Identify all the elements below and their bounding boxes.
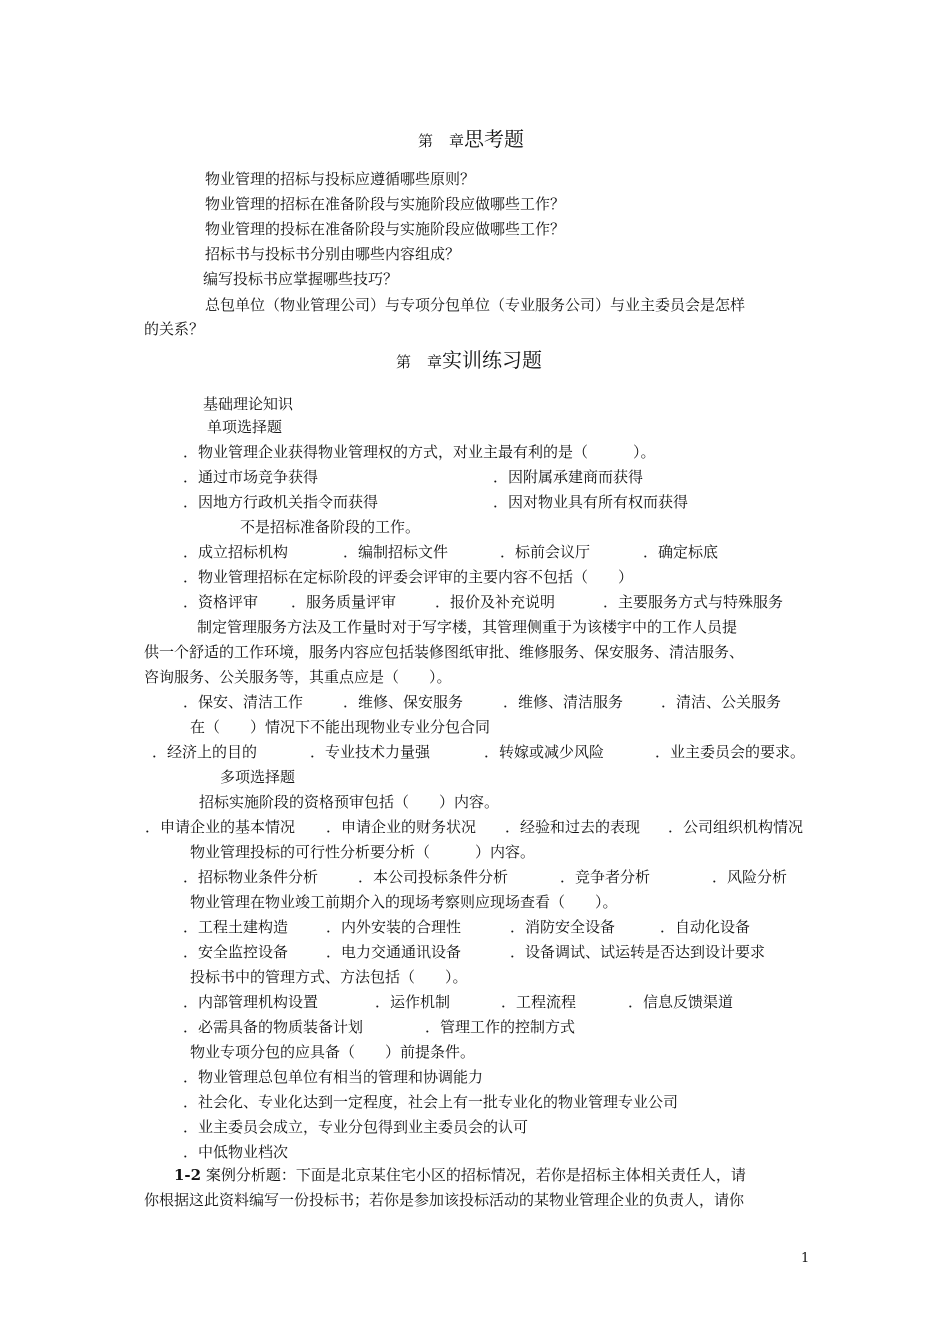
m5-option-b: ．社会化、专业化达到一定程度，社会上有一批专业化的物业管理专业公司	[183, 1093, 679, 1111]
s4-option-a: ．保安、清洁工作	[183, 693, 304, 711]
s3-option-a: ．资格评审	[183, 593, 259, 611]
chapter-heading-1	[418, 126, 524, 154]
s5-option-a: ．经济上的目的	[152, 743, 258, 761]
heading-1-di: 第	[418, 132, 434, 150]
s5-option-d: ．业主委员会的要求。	[655, 743, 806, 761]
m3-option-f: ．电力交通通讯设备	[326, 943, 462, 961]
m4-option-c: ．工程流程	[501, 993, 577, 1011]
m2-stem: 物业管理投标的可行性分析要分析（ ）内容。	[190, 843, 536, 861]
question-1: 物业管理的招标与投标应遵循哪些原则？	[205, 170, 476, 188]
section-single-choice: 单项选择题	[207, 418, 283, 436]
s5-option-c: ．转嫁或减少风险	[484, 743, 605, 761]
s1-option-a: ．通过市场竞争获得	[183, 468, 319, 486]
case-number: 1-2	[174, 1166, 202, 1184]
m2-option-a: ．招标物业条件分析	[183, 868, 319, 886]
m3-option-c: ．消防安全设备	[510, 918, 616, 936]
s5-stem: 在（ ）情况下不能出现物业专业分包合同	[190, 718, 491, 736]
chapter-heading-2	[396, 347, 542, 375]
m1-option-b: ．申请企业的财务状况	[326, 818, 477, 836]
s1-option-d: ．因对物业具有所有权而获得	[493, 493, 689, 511]
m4-option-b: ．运作机制	[375, 993, 451, 1011]
page-number: 1	[801, 1251, 810, 1266]
s3-option-d: ．主要服务方式与特殊服务	[603, 593, 784, 611]
s2-option-c: ．标前会议厅	[500, 543, 591, 561]
s1-option-b: ．因附属承建商而获得	[493, 468, 644, 486]
m1-option-c: ．经验和过去的表现	[505, 818, 641, 836]
s4-option-b: ．维修、保安服务	[343, 693, 464, 711]
m4-option-f: ．管理工作的控制方式	[425, 1018, 576, 1036]
m4-stem: 投标书中的管理方式、方法包括（ ）。	[190, 968, 468, 986]
heading-1-title: 思考题	[464, 127, 525, 151]
m5-stem: 物业专项分包的应具备（ ）前提条件。	[190, 1043, 476, 1061]
case-line-2: 你根据这此资料编写一份投标书；若你是参加该投标活动的某物业管理企业的负责人，请你	[144, 1191, 745, 1209]
s4-stem-line1: 制定管理服务方法及工作量时对于写字楼，其管理侧重于为该楼宇中的工作人员提	[197, 618, 738, 636]
s4-option-d: ．清洁、公关服务	[661, 693, 782, 711]
heading-2-zhang: 章	[427, 353, 443, 371]
s2-option-d: ．确定标底	[643, 543, 719, 561]
m2-option-d: ．风险分析	[712, 868, 788, 886]
section-multi-choice: 多项选择题	[220, 768, 296, 786]
heading-1-zhang: 章	[449, 132, 465, 150]
m3-option-a: ．工程土建构造	[183, 918, 289, 936]
m4-option-a: ．内部管理机构设置	[183, 993, 319, 1011]
m1-option-a: ．申请企业的基本情况	[145, 818, 296, 836]
s3-option-b: ．服务质量评审	[291, 593, 397, 611]
m4-option-e: ．必需具备的物质装备计划	[183, 1018, 364, 1036]
question-3: 物业管理的投标在准备阶段与实施阶段应做哪些工作？	[205, 220, 566, 238]
m2-option-b: ．本公司投标条件分析	[358, 868, 509, 886]
m2-option-c: ．竞争者分析	[560, 868, 651, 886]
s2-option-a: ．成立招标机构	[183, 543, 289, 561]
case-text-1: 案例分析题：下面是北京某住宅小区的招标情况，若你是招标主体相关责任人，请	[205, 1166, 746, 1184]
m5-option-c: ．业主委员会成立，专业分包得到业主委员会的认可	[183, 1118, 529, 1136]
section-basic: 基础理论知识	[203, 395, 294, 413]
m3-option-b: ．内外安装的合理性	[326, 918, 462, 936]
m4-option-d: ．信息反馈渠道	[628, 993, 734, 1011]
s2-option-b: ．编制招标文件	[343, 543, 449, 561]
s1-stem: ．物业管理企业获得物业管理权的方式，对业主最有利的是（ ）。	[183, 443, 656, 461]
question-6-cont: 的关系？	[144, 320, 205, 338]
case-line-1	[174, 1165, 746, 1185]
m1-option-d: ．公司组织机构情况	[668, 818, 804, 836]
m3-stem: 物业管理在物业竣工前期介入的现场考察则应现场查看（ ）。	[190, 893, 618, 911]
heading-2-di: 第	[396, 353, 412, 371]
m3-option-d: ．自动化设备	[660, 918, 751, 936]
question-5: 编写投标书应掌握哪些技巧？	[203, 270, 399, 288]
s4-stem-line2: 供一个舒适的工作环境，服务内容应包括装修图纸审批、维修服务、保安服务、清洁服务、	[144, 643, 745, 661]
m3-option-g: ．设备调试、试运转是否达到设计要求	[510, 943, 766, 961]
m1-stem: 招标实施阶段的资格预审包括（ ）内容。	[199, 793, 500, 811]
s2-stem: 不是招标准备阶段的工作。	[240, 518, 421, 536]
s1-option-c: ．因地方行政机关指令而获得	[183, 493, 379, 511]
s4-stem-line3: 咨询服务、公关服务等，其重点应是（ ）。	[144, 668, 452, 686]
question-2: 物业管理的招标在准备阶段与实施阶段应做哪些工作？	[205, 195, 566, 213]
s4-option-c: ．维修、清洁服务	[503, 693, 624, 711]
question-4: 招标书与投标书分别由哪些内容组成？	[205, 245, 461, 263]
m5-option-d: ．中低物业档次	[183, 1143, 289, 1161]
m3-option-e: ．安全监控设备	[183, 943, 289, 961]
question-6: 总包单位（物业管理公司）与专项分包单位（专业服务公司）与业主委员会是怎样	[205, 296, 746, 314]
heading-2-title: 实训练习题	[442, 348, 543, 372]
s3-option-c: ．报价及补充说明	[435, 593, 556, 611]
s5-option-b: ．专业技术力量强	[310, 743, 431, 761]
s3-stem: ．物业管理招标在定标阶段的评委会评审的主要内容不包括（ ）	[183, 568, 634, 586]
m5-option-a: ．物业管理总包单位有相当的管理和协调能力	[183, 1068, 484, 1086]
